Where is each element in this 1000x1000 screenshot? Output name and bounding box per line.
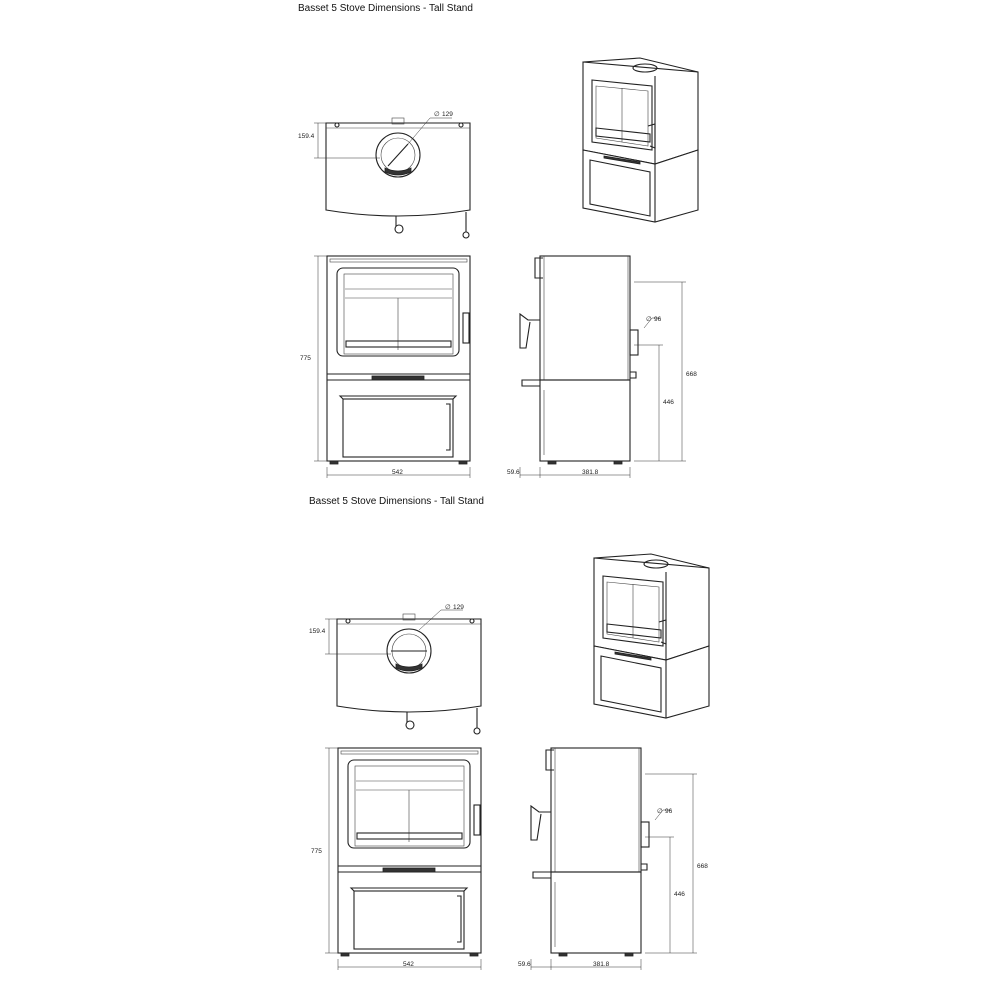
overall-height-label: 775 — [300, 355, 311, 362]
side-view — [531, 748, 697, 970]
handle-projection-label: 59.6 — [507, 469, 520, 476]
depth-label: 381.8 — [582, 469, 599, 476]
diameter-symbol: ∅ — [657, 808, 663, 815]
front-view — [325, 748, 481, 970]
overall-width-label: 542 — [392, 469, 403, 476]
overall-height-label: 775 — [311, 848, 322, 855]
flue-diameter-label: 129 — [442, 111, 453, 118]
outlet-diameter-label: 96 — [665, 808, 673, 815]
isometric-view — [594, 554, 709, 718]
sheet-title: Basset 5 Stove Dimensions - Tall Stand — [298, 3, 473, 14]
front-view — [314, 256, 470, 478]
flue-diameter-label: 129 — [453, 604, 464, 611]
side-view — [520, 256, 686, 478]
top-view — [325, 610, 481, 734]
overall-width-label: 542 — [403, 961, 414, 968]
flue-offset-label: 159.4 — [309, 628, 326, 635]
outlet-height-high-label: 668 — [686, 371, 697, 378]
drawing-sheet-2 — [0, 496, 1000, 996]
diameter-symbol: ∅ — [445, 604, 451, 611]
handle-projection-label: 59.6 — [518, 961, 531, 968]
outlet-height-low-label: 446 — [674, 891, 685, 898]
outlet-height-high-label: 668 — [697, 863, 708, 870]
diameter-symbol: ∅ — [434, 111, 440, 118]
stove-dimension-drawing — [0, 496, 1000, 996]
depth-label: 381.8 — [593, 961, 610, 968]
outlet-diameter-label: 96 — [654, 316, 662, 323]
top-view — [314, 118, 470, 238]
isometric-view — [583, 58, 698, 222]
sheet-title: Basset 5 Stove Dimensions - Tall Stand — [309, 496, 484, 507]
outlet-height-low-label: 446 — [663, 399, 674, 406]
diameter-symbol: ∅ — [646, 316, 652, 323]
flue-offset-label: 159.4 — [298, 133, 315, 140]
